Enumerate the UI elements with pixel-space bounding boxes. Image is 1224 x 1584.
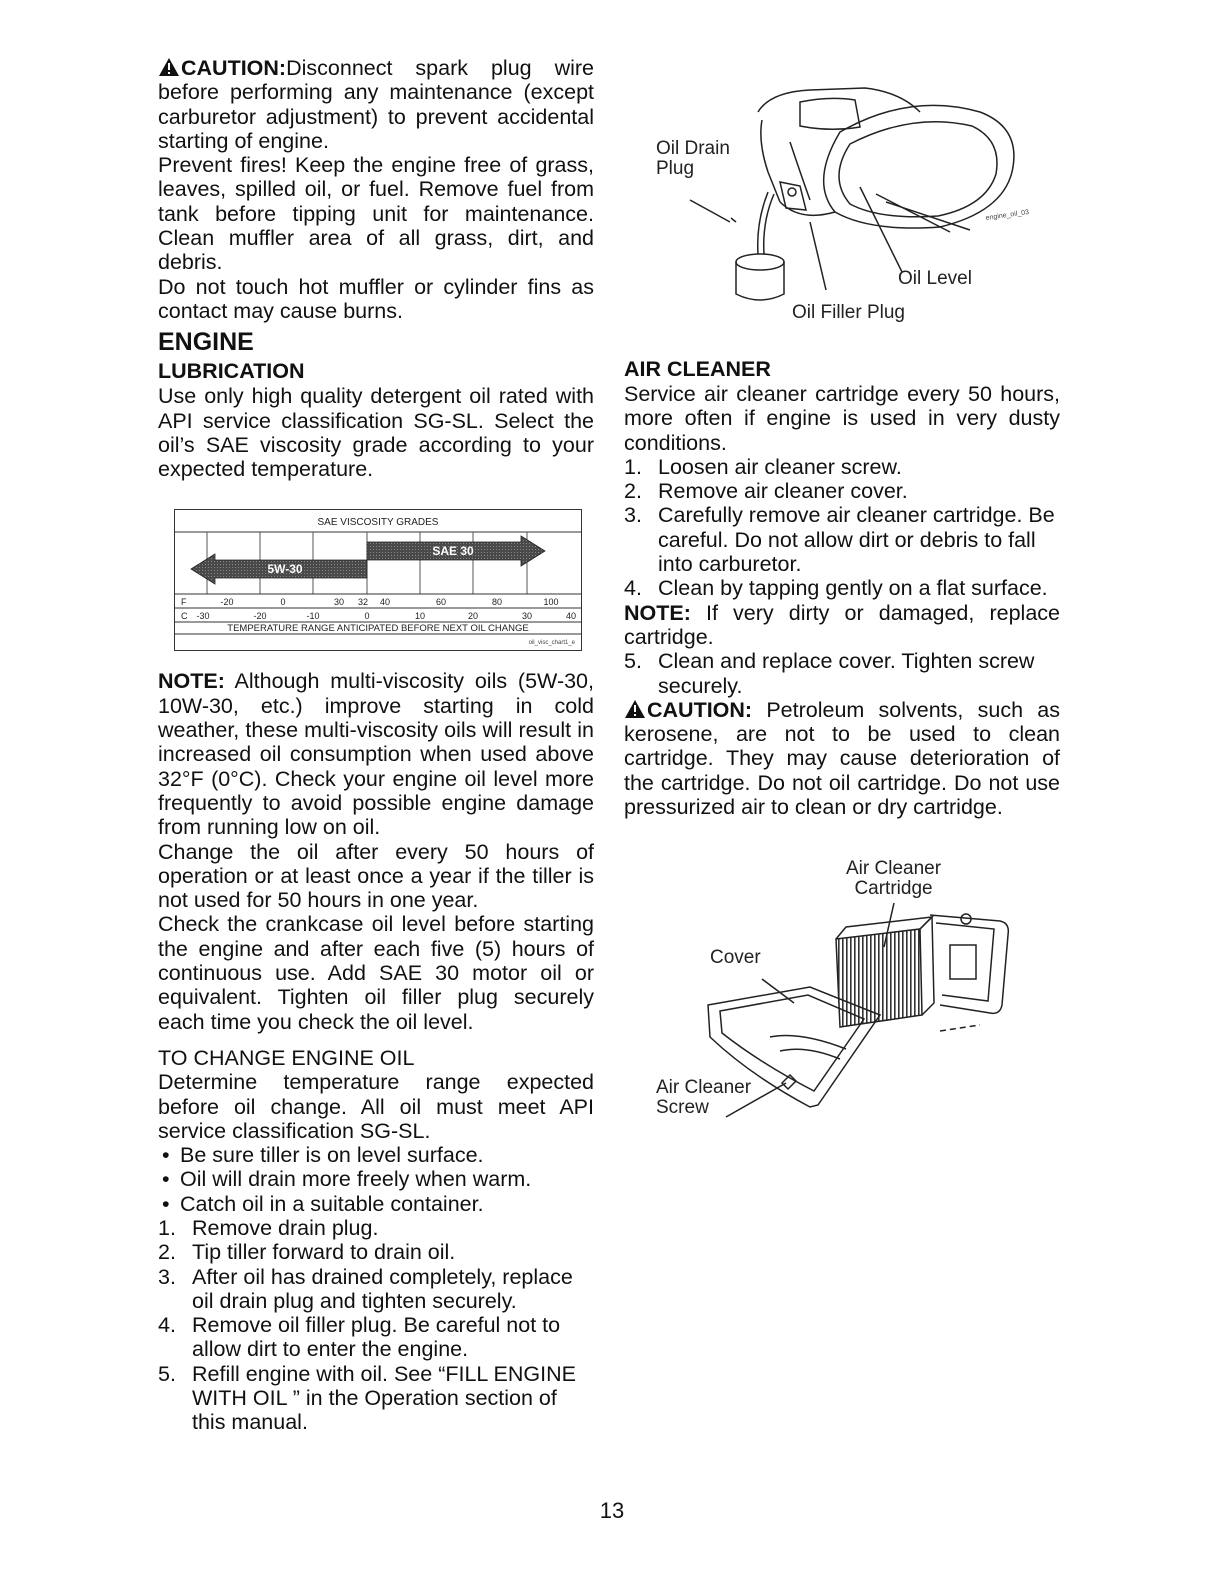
f-tick: 60 — [435, 597, 447, 608]
c-tick: 10 — [414, 611, 426, 622]
f-tick: 32 — [357, 597, 369, 608]
c-tick: 20 — [467, 611, 479, 622]
oil-change-steps — [158, 1216, 594, 1435]
change-oil-heading: TO CHANGE ENGINE OIL — [158, 1045, 415, 1070]
note-text: If very dirty or damaged, replace cartridge. — [624, 600, 1060, 649]
air-cleaner-heading: AIR CLEANER — [624, 357, 771, 381]
air-cleaner-step-5 — [624, 649, 1060, 698]
caution-label: CAUTION: — [181, 56, 287, 80]
page-number: 13 — [599, 1498, 625, 1523]
oil-filler-plug-label: Oil Filler Plug — [792, 302, 905, 323]
chart-code: oil_visc_chart1_e — [528, 640, 575, 647]
chart-footer: TEMPERATURE RANGE ANTICIPATED BEFORE NEXT OIL CHANGE — [227, 623, 529, 635]
caution-text: Petroleum solvents, such as kerosene, are not to be used to clean cartridge. They may cause deterioration of the cartridge. Do not oil cartridge. Do not use pressurized air to clean or dry cartridge. — [624, 697, 1060, 820]
check-paragraph: Check the crankcase oil level before starting the engine and after each five (5) hours of continuous use. Add SAE 30 motor oil or equivalent. Tighten oil filler plug securely each time you check the oil level. — [158, 912, 594, 1034]
air-note-paragraph — [624, 601, 1060, 650]
warning-triangle-icon — [624, 699, 646, 719]
engine-oil-figure — [650, 82, 1030, 332]
list-item: 1. Loosen air cleaner screw. — [624, 454, 902, 479]
bar-5w-30-label: 5W-30 — [267, 562, 303, 577]
left-column — [158, 56, 594, 1435]
f-tick: -20 — [220, 597, 234, 608]
fires-paragraph: Prevent fires! Keep the engine free of grass, leaves, spilled oil, or fuel. Remove fuel from tank before tipping unit for maintenance. Clean muffler area of all grass, dirt, and debris. — [158, 153, 594, 275]
cover-label: Cover — [710, 947, 761, 968]
list-item: • Catch oil in a suitable container. — [162, 1191, 484, 1216]
c-tick: 40 — [565, 611, 577, 622]
list-item: 5. Clean and replace cover. Tighten screw securely. — [624, 649, 1035, 698]
list-item: 4. Clean by tapping gently on a flat surface. — [624, 576, 1048, 601]
change-paragraph: Change the oil after every 50 hours of operation or at least once a year if the tiller is not used for 50 hours in one year. — [158, 839, 594, 913]
warning-triangle-icon — [158, 57, 180, 77]
note-label: NOTE: — [158, 669, 225, 694]
c-tick: -20 — [253, 611, 267, 622]
caution-label: CAUTION: — [647, 697, 753, 722]
air-cleaner-cartridge-label: Air Cleaner Cartridge — [846, 858, 942, 899]
engine-heading: ENGINE — [158, 328, 254, 357]
f-tick: 40 — [379, 597, 391, 608]
list-item: 5. Refill engine with oil. See “FILL ENGINE WITH OIL ” in the Operation section of this manual. — [158, 1361, 576, 1435]
f-tick: 0 — [280, 597, 286, 608]
list-item: • Oil will drain more freely when warm. — [162, 1167, 532, 1192]
determine-paragraph: Determine temperature range expected before oil change. All oil must meet API service classification SG-SL. — [158, 1070, 594, 1143]
caution-paragraph — [158, 56, 594, 153]
chart-title: SAE VISCOSITY GRADES — [317, 517, 439, 529]
f-tick: 100 — [543, 597, 559, 608]
air-caution-paragraph — [624, 698, 1060, 819]
caution-text: Disconnect spark plug wire before performing any maintenance (except carburetor adjustment) to prevent accidental starting of engine. — [158, 56, 594, 153]
right-column — [624, 333, 1060, 819]
list-item: • Be sure tiller is on level surface. — [162, 1143, 484, 1168]
note-label: NOTE: — [624, 600, 691, 625]
service-paragraph: Service air cleaner cartridge every 50 hours, more often if engine is used in very dusty conditions. — [624, 382, 1060, 455]
figure-code: engine_oil_03 — [985, 208, 1030, 222]
note-paragraph — [158, 669, 594, 839]
air-cleaner-steps — [624, 455, 1060, 601]
note-text: Although multi-viscosity oils (5W-30, 10W-30, etc.) improve starting in cold weather, these multi-viscosity oils will result in increased oil consumption when used above 32°F (0°C). Check your engine oil level more frequently to avoid possible engine damage from running low on oil. — [158, 669, 594, 840]
bar-sae-30-label: SAE 30 — [432, 544, 474, 559]
list-item: 3. After oil has drained completely, replace oil drain plug and tighten securely. — [158, 1264, 573, 1313]
c-tick: 0 — [364, 611, 370, 622]
list-item: 1. Remove drain plug. — [158, 1215, 379, 1240]
air-cleaner-screw-label: Air Cleaner Screw — [656, 1077, 752, 1118]
list-item: 2. Tip tiller forward to drain oil. — [158, 1240, 456, 1265]
c-label: C — [181, 611, 188, 622]
c-tick: 30 — [521, 611, 533, 622]
oil-level-label: Oil Level — [898, 268, 972, 289]
f-tick: 30 — [333, 597, 345, 608]
list-item: 2. Remove air cleaner cover. — [624, 479, 908, 504]
f-label: F — [181, 597, 187, 608]
c-tick: -30 — [196, 611, 210, 622]
f-tick: 80 — [491, 597, 503, 608]
bullet-list — [158, 1143, 594, 1216]
lubrication-heading: LUBRICATION — [158, 359, 305, 384]
touch-paragraph: Do not touch hot muffler or cylinder fins as contact may cause burns. — [158, 274, 594, 323]
lubrication-paragraph: Use only high quality detergent oil rated with API service classification SG-SL. Select the oil’s SAE viscosity grade according to your expected temperature. — [158, 384, 594, 482]
list-item: 3. Carefully remove air cleaner cartridge. Be careful. Do not allow dirt or debris to fall into carburetor. — [624, 503, 1055, 577]
c-tick: -10 — [306, 611, 320, 622]
air-cleaner-figure — [650, 855, 1030, 1135]
oil-drain-plug-label: Oil Drain Plug — [656, 138, 730, 179]
list-item: 4. Remove oil filler plug. Be careful not to allow dirt to enter the engine. — [158, 1313, 561, 1362]
viscosity-chart — [174, 509, 582, 651]
